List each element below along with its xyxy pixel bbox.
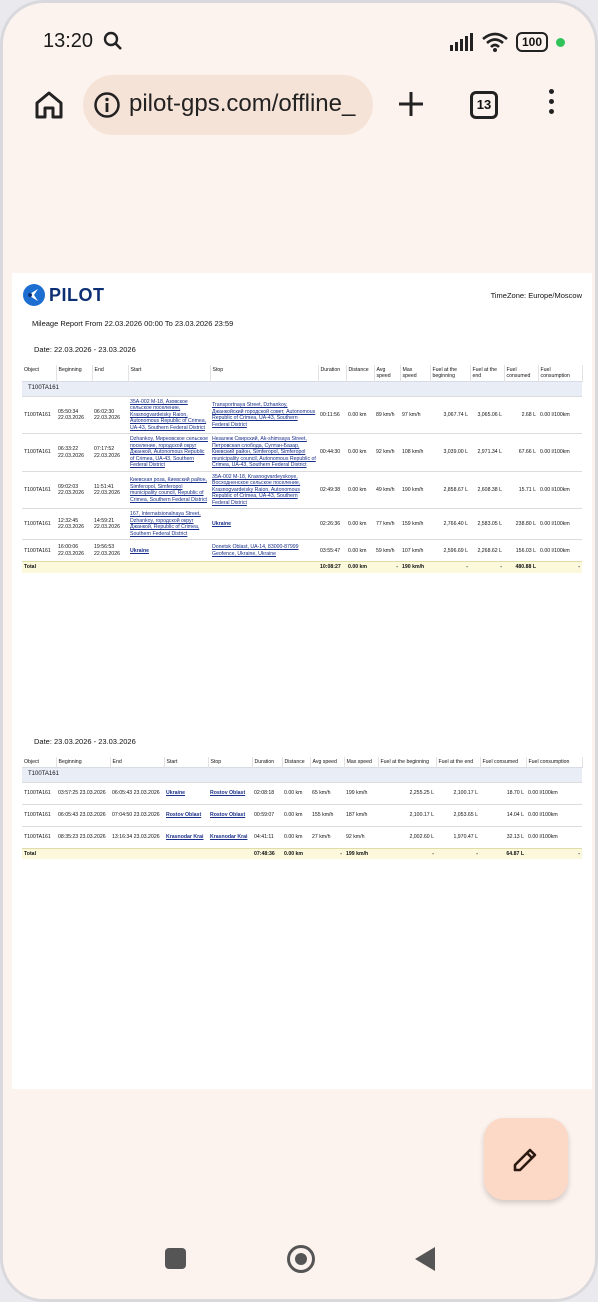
cell-max-speed: 97 km/h (400, 396, 430, 434)
column-header: Beginning (56, 757, 110, 768)
cell-fuel-consumption: 0.00 l/100km (526, 804, 582, 826)
column-header: End (110, 757, 164, 768)
column-header: End (92, 365, 128, 382)
table-header-row (22, 365, 582, 382)
status-time: 13:20 (43, 30, 94, 52)
logo-text: PILOT (49, 284, 105, 305)
pencil-icon (511, 1144, 541, 1174)
column-header: Duration (252, 757, 282, 768)
cell-object: T100TA161 (22, 540, 56, 562)
cell-beginning: 16:00:06 22.03.2026 (56, 540, 92, 562)
stop-address-link[interactable]: Ukraine (210, 509, 318, 540)
cell-fuel-consumption: 0.00 l/100km (538, 509, 582, 540)
table-row (22, 540, 582, 562)
cell-avg-speed: 155 km/h (310, 804, 344, 826)
column-header: Stop (210, 365, 318, 382)
start-address-link[interactable]: Rostov Oblast (164, 804, 208, 826)
cell-distance: 0.00 km (282, 804, 310, 826)
cell-end: 06:05:43 23.03.2026 (110, 782, 164, 804)
cell-fuel-end: 2,583.05 L (470, 509, 504, 540)
group-label: T100TA161 (22, 382, 582, 397)
column-header: Start (164, 757, 208, 768)
cell-fuel-consumption: 0.00 l/100km (538, 540, 582, 562)
column-header: Distance (346, 365, 374, 382)
cell-fuel-begin: 2,596.69 L (430, 540, 470, 562)
total-avg-speed: - (374, 562, 400, 573)
pilot-logo (22, 283, 105, 307)
report-title: Mileage Report From 22.03.2026 00:00 To 23.03.2026 23:59 (32, 319, 234, 328)
tabs-count-button[interactable]: 13 (470, 91, 498, 119)
column-header: Fuel consumption (538, 365, 582, 382)
url-text: pilot-gps.com/offline_ (129, 90, 356, 117)
address-bar[interactable] (83, 75, 373, 135)
cell-distance: 0.00 km (282, 826, 310, 848)
table-row (22, 782, 582, 804)
column-header: Fuel consumption (526, 757, 582, 768)
column-header: Distance (282, 757, 310, 768)
cell-fuel-consumed: 2.68 L (504, 396, 538, 434)
total-max-speed: 199 km/h (344, 848, 378, 859)
cell-distance: 0.00 km (282, 782, 310, 804)
edit-fab-button[interactable] (484, 1118, 568, 1200)
total-duration: 07:48:36 (252, 848, 282, 859)
table-row (22, 804, 582, 826)
total-duration: 10:08:27 (318, 562, 346, 573)
cell-end: 07:04:50 23.03.2026 (110, 804, 164, 826)
search-icon (103, 31, 123, 51)
cell-fuel-begin: 2,766.40 L (430, 509, 470, 540)
cell-beginning: 03:57:25 23.03.2026 (56, 782, 110, 804)
stop-address-link[interactable]: Rostov Oblast (208, 804, 252, 826)
table-row (22, 396, 582, 434)
total-avg-speed: - (310, 848, 344, 859)
column-header: Duration (318, 365, 346, 382)
cell-object: T100TA161 (22, 804, 56, 826)
battery-indicator: 100 (516, 32, 548, 52)
cell-beginning: 06:05:43 23.03.2026 (56, 804, 110, 826)
group-label: T100TA161 (22, 768, 582, 783)
browser-toolbar (3, 71, 595, 141)
column-header: Max speed (344, 757, 378, 768)
stop-address-link[interactable]: Donetsk Oblast, UA-14, 83000-87999 Geofence, Ukraine, Ukraine (210, 540, 318, 562)
section1-date: Date: 22.03.2026 - 23.03.2026 (34, 345, 136, 354)
total-label: Total (22, 562, 318, 573)
cell-object: T100TA161 (22, 826, 56, 848)
cell-avg-speed: 27 km/h (310, 826, 344, 848)
cell-end: 06:02:30 22.03.2026 (92, 396, 128, 434)
column-header: Object (22, 365, 56, 382)
cell-object: T100TA161 (22, 509, 56, 540)
start-address-link[interactable]: Dzhankoy, Мирновское сельское поселение, городской округ Джанкой, Autonomous Republic of Crimea, UA-43, Southern Federal District (128, 434, 210, 472)
stop-address-link[interactable]: Незалеж Свирский, Ak-shimsaya Street, Петровская слобода, Султан-Базар, Киевский район, Simferopol, Simferopol municipality council, Autonomous Republic of Crimea, UA-43, Southern Federal District (210, 434, 318, 472)
cell-fuel-begin: 3,039.00 L (430, 434, 470, 472)
cell-distance: 0.00 km (346, 509, 374, 540)
cell-distance: 0.00 km (346, 540, 374, 562)
cell-object: T100TA161 (22, 782, 56, 804)
start-address-link[interactable]: Киевская роза, Киевский район, Simferopol, Simferopol municipality council, Republic of Crimea, Southern Federal District (128, 471, 210, 509)
start-address-link[interactable]: Krasnodar Krai (164, 826, 208, 848)
column-header: Fuel consumed (480, 757, 526, 768)
cell-fuel-consumption: 0.00 l/100km (538, 434, 582, 472)
column-header: Fuel consumed (504, 365, 538, 382)
start-address-link[interactable]: Ukraine (128, 540, 210, 562)
cell-distance: 0.00 km (346, 471, 374, 509)
cell-fuel-begin: 3,067.74 L (430, 396, 470, 434)
cell-distance: 0.00 km (346, 396, 374, 434)
start-address-link[interactable]: 167, Internatsionalnaya Street, Dzhankoy, городской округ Джанкой, Republic of Crimea, Southern Federal District (128, 509, 210, 540)
total-fuel-begin: - (430, 562, 470, 573)
cell-fuel-begin: 2,002.60 L (378, 826, 436, 848)
cell-fuel-begin: 2,858.67 L (430, 471, 470, 509)
column-header: Beginning (56, 365, 92, 382)
group-row (22, 768, 582, 783)
cell-end: 07:17:52 22.03.2026 (92, 434, 128, 472)
status-icons (450, 31, 565, 53)
column-header: Fuel at the end (470, 365, 504, 382)
cell-fuel-end: 2,100.17 L (436, 782, 480, 804)
cell-beginning: 08:35:23 23.03.2026 (56, 826, 110, 848)
cell-max-speed: 159 km/h (400, 509, 430, 540)
cell-max-speed: 107 km/h (400, 540, 430, 562)
cell-max-speed: 108 km/h (400, 434, 430, 472)
stop-address-link[interactable]: Krasnodar Krai (208, 826, 252, 848)
plus-icon[interactable] (396, 89, 426, 119)
cell-fuel-consumption: 0.00 l/100km (526, 782, 582, 804)
table-row (22, 471, 582, 509)
cell-end: 11:51:41 22.03.2026 (92, 471, 128, 509)
cell-beginning: 09:02:03 22.03.2026 (56, 471, 92, 509)
cell-object: T100TA161 (22, 471, 56, 509)
cell-max-speed: 92 km/h (344, 826, 378, 848)
cell-avg-speed: 59 km/h (374, 540, 400, 562)
cell-end: 19:56:53 22.03.2026 (92, 540, 128, 562)
cell-fuel-consumed: 14.04 L (480, 804, 526, 826)
recent-apps-button[interactable] (165, 1248, 186, 1269)
total-max-speed: 190 km/h (400, 562, 430, 573)
cell-end: 13:16:34 23.03.2026 (110, 826, 164, 848)
cell-fuel-begin: 2,255.25 L (378, 782, 436, 804)
table-row (22, 826, 582, 848)
cell-duration: 04:41:11 (252, 826, 282, 848)
timezone-label: TimeZone: Europe/Moscow (490, 291, 582, 300)
signal-icon (450, 33, 474, 51)
column-header: Avg speed (310, 757, 344, 768)
start-address-link[interactable]: 35А-002 М-18, Азовское сельское поселение, Krasnogvardeisky Raion, Autonomous Republic of Crimea, UA-43, Southern Federal District (128, 396, 210, 434)
cell-fuel-end: 3,065.06 L (470, 396, 504, 434)
camera-indicator-dot (556, 38, 565, 47)
cell-duration: 02:26:36 (318, 509, 346, 540)
kebab-menu-icon[interactable] (546, 89, 556, 121)
cell-fuel-consumed: 67.66 L (504, 434, 538, 472)
cell-avg-speed: 65 km/h (310, 782, 344, 804)
page-blank-area (12, 145, 592, 273)
cell-duration: 00:59:07 (252, 804, 282, 826)
cell-duration: 02:49:38 (318, 471, 346, 509)
cell-fuel-end: 2,053.65 L (436, 804, 480, 826)
table-row (22, 434, 582, 472)
cell-fuel-begin: 2,100.17 L (378, 804, 436, 826)
cell-fuel-consumed: 238.80 L (504, 509, 538, 540)
cell-fuel-consumption: 0.00 l/100km (538, 471, 582, 509)
home-nav-button[interactable] (287, 1245, 315, 1273)
column-header: Fuel at the beginning (378, 757, 436, 768)
cell-beginning: 06:33:22 22.03.2026 (56, 434, 92, 472)
cell-distance: 0.00 km (346, 434, 374, 472)
total-fuel-end: - (436, 848, 480, 859)
total-label: Total (22, 848, 252, 859)
cell-avg-speed: 92 km/h (374, 434, 400, 472)
cell-max-speed: 199 km/h (344, 782, 378, 804)
cell-duration: 00:11:56 (318, 396, 346, 434)
table-row (22, 509, 582, 540)
total-fuel-consumed: 480.88 L (504, 562, 538, 573)
cell-end: 14:59:21 22.03.2026 (92, 509, 128, 540)
total-row (22, 848, 582, 859)
section2-date: Date: 23.03.2026 - 23.03.2026 (34, 737, 136, 746)
cell-beginning: 12:32:45 22.03.2026 (56, 509, 92, 540)
cell-beginning: 05:50:34 22.03.2026 (56, 396, 92, 434)
cell-duration: 02:08:18 (252, 782, 282, 804)
cell-fuel-end: 1,970.47 L (436, 826, 480, 848)
cell-fuel-consumption: 0.00 l/100km (526, 826, 582, 848)
column-header: Fuel at the beginning (430, 365, 470, 382)
column-header: Fuel at the end (436, 757, 480, 768)
column-header: Max speed (400, 365, 430, 382)
home-icon[interactable] (33, 89, 65, 121)
report-table-2 (22, 757, 583, 859)
info-icon[interactable] (93, 91, 121, 119)
table-header-row (22, 757, 582, 768)
cell-fuel-end: 2,608.38 L (470, 471, 504, 509)
cell-duration: 00:44:30 (318, 434, 346, 472)
stop-address-link[interactable]: Transportnaya Street, Dzhankoy, Джанкойский городской совет, Autonomous Republic of Crimea, UA-43, Southern Federal District (210, 396, 318, 434)
cell-object: T100TA161 (22, 434, 56, 472)
total-distance: 0.00 km (282, 848, 310, 859)
cell-fuel-consumed: 15.71 L (504, 471, 538, 509)
stop-address-link[interactable]: Rostov Oblast (208, 782, 252, 804)
column-header: Avg speed (374, 365, 400, 382)
start-address-link[interactable]: Ukraine (164, 782, 208, 804)
total-fuel-consumption: - (538, 562, 582, 573)
cell-fuel-consumed: 32.13 L (480, 826, 526, 848)
cell-fuel-consumption: 0.00 l/100km (538, 396, 582, 434)
cell-duration: 03:55:47 (318, 540, 346, 562)
column-header: Object (22, 757, 56, 768)
total-fuel-consumed: 64.87 L (480, 848, 526, 859)
total-fuel-consumption: - (526, 848, 582, 859)
cell-fuel-consumed: 156.03 L (504, 540, 538, 562)
pilot-logo-icon (22, 283, 46, 307)
total-fuel-end: - (470, 562, 504, 573)
report-table-1 (22, 365, 583, 573)
status-bar (3, 25, 595, 61)
column-header: Stop (208, 757, 252, 768)
column-header: Start (128, 365, 210, 382)
cell-object: T100TA161 (22, 396, 56, 434)
cell-avg-speed: 49 km/h (374, 471, 400, 509)
back-nav-button[interactable] (415, 1247, 435, 1271)
web-content (12, 145, 592, 1089)
cell-avg-speed: 89 km/h (374, 396, 400, 434)
total-fuel-begin: - (378, 848, 436, 859)
total-row (22, 562, 582, 573)
cell-fuel-consumed: 18.70 L (480, 782, 526, 804)
stop-address-link[interactable]: 35А-002 М-18, Krasnogvardeyskoye, Восходненское сельское поселение, Krasnogvardeisky Raion, Autonomous Republic of Crimea, UA-43, Southern Federal District (210, 471, 318, 509)
cell-max-speed: 190 km/h (400, 471, 430, 509)
cell-max-speed: 187 km/h (344, 804, 378, 826)
cell-avg-speed: 77 km/h (374, 509, 400, 540)
group-row (22, 382, 582, 397)
cell-fuel-end: 2,268.62 L (470, 540, 504, 562)
cell-fuel-end: 2,971.34 L (470, 434, 504, 472)
wifi-icon (482, 32, 508, 52)
total-distance: 0.00 km (346, 562, 374, 573)
